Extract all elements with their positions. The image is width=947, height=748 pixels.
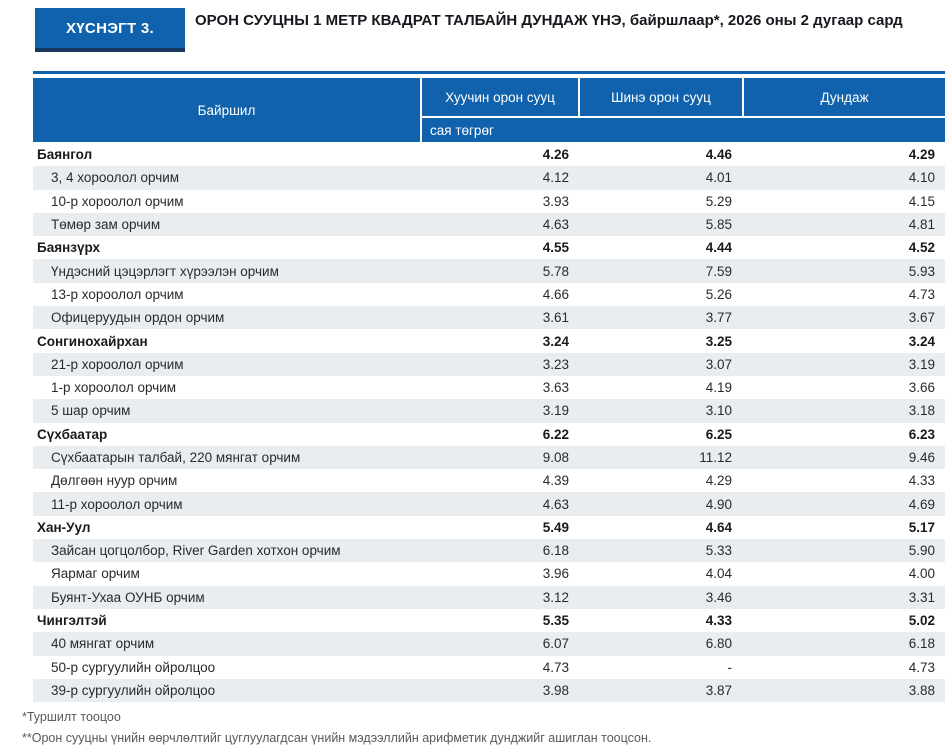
average-price-value: 4.29 (908, 147, 935, 163)
price-table (33, 71, 945, 702)
location-label: 40 мянгат орчим (51, 636, 155, 652)
location-label: 11-р хороолол орчим (51, 496, 183, 512)
old-housing-price-value: 4.55 (542, 240, 569, 256)
average-price-value: 6.23 (908, 426, 935, 442)
average-price-value: 3.19 (908, 356, 935, 372)
average-price-value: 3.88 (908, 682, 935, 698)
new-housing-price-value: 3.77 (705, 310, 732, 326)
average-price-value: 4.73 (908, 286, 935, 302)
old-housing-price-value: 5.78 (542, 263, 569, 279)
old-housing-price-value: 6.22 (542, 426, 569, 442)
old-housing-price-value: 4.12 (542, 170, 569, 186)
table-number-label: ХҮСНЭГТ 3. (65, 19, 155, 37)
table-row (33, 539, 945, 562)
location-label: Баянзүрх (37, 240, 101, 256)
location-label: Хан-Уул (37, 519, 91, 535)
old-housing-price-value: 4.39 (542, 473, 569, 489)
old-housing-price-value: 3.24 (542, 333, 569, 349)
old-housing-price-value: 6.18 (542, 543, 569, 559)
new-housing-price-value: 5.33 (705, 543, 732, 559)
old-housing-price-value: 3.12 (542, 589, 569, 605)
footnotes (22, 707, 947, 748)
table-row (33, 190, 945, 213)
new-housing-price-value: 3.87 (705, 682, 732, 698)
average-price-value: 4.81 (908, 217, 935, 233)
column-header-location: Байршил (33, 78, 420, 142)
new-housing-price-value: 4.19 (705, 380, 732, 396)
average-price-value: 4.52 (908, 240, 935, 256)
table-row (33, 423, 945, 446)
table-row (33, 259, 945, 282)
average-price-value: 6.18 (908, 636, 935, 652)
table-body (33, 143, 945, 702)
table-row (33, 353, 945, 376)
location-label: Сүхбаатар (37, 426, 108, 442)
new-housing-price-value: 4.01 (705, 170, 732, 186)
average-price-value: 5.02 (908, 613, 935, 629)
average-price-value: 3.67 (908, 310, 935, 326)
new-housing-price-value: 4.64 (705, 519, 732, 535)
average-price-value: 5.17 (908, 519, 935, 535)
old-housing-price-value: 3.61 (542, 310, 569, 326)
table-number-badge (35, 8, 185, 52)
table-row (33, 469, 945, 492)
new-housing-price-value: 5.29 (705, 193, 732, 209)
average-price-value: 4.15 (908, 193, 935, 209)
table-row (33, 399, 945, 422)
old-housing-price-value: 5.49 (542, 519, 569, 535)
average-price-value: 3.66 (908, 380, 935, 396)
average-price-value: 3.24 (908, 333, 935, 349)
average-price-value: 4.69 (908, 496, 935, 512)
old-housing-price-value: 4.66 (542, 286, 569, 302)
table-row (33, 656, 945, 679)
table-header (33, 78, 945, 142)
old-housing-price-value: 6.07 (542, 636, 569, 652)
table-row (33, 492, 945, 515)
old-housing-price-value: 9.08 (542, 450, 569, 465)
old-housing-price-value: 3.98 (542, 682, 569, 698)
average-price-value: 4.73 (908, 659, 935, 675)
location-label: 3, 4 хороолол орчим (51, 170, 180, 186)
column-header-average: Дундаж (744, 78, 945, 116)
location-label: Офицеруудын ордон орчим (51, 310, 225, 326)
new-housing-price-value: 4.29 (705, 473, 732, 489)
old-housing-price-value: 3.93 (542, 193, 569, 209)
location-label: Чингэлтэй (37, 613, 107, 629)
table-row (33, 516, 945, 539)
new-housing-price-value: 3.07 (705, 356, 732, 372)
old-housing-price-value: 3.19 (542, 403, 569, 419)
location-label: 1-р хороолол орчим (51, 380, 177, 396)
table-row (33, 562, 945, 585)
new-housing-price-value: 11.12 (699, 450, 732, 465)
table-row (33, 166, 945, 189)
unit-row-label: сая төгрөг (422, 118, 945, 142)
table-top-border (33, 71, 945, 74)
location-label: Сүхбаатарын талбай, 220 мянгат орчим (51, 450, 301, 465)
table-row (33, 236, 945, 259)
table-row (33, 213, 945, 236)
location-label: Буянт-Ухаа ОУНБ орчим (51, 589, 205, 605)
table-row (33, 329, 945, 352)
location-label: Сонгинохайрхан (37, 333, 148, 349)
new-housing-price-value: 4.46 (705, 147, 732, 163)
old-housing-price-value: 4.63 (542, 496, 569, 512)
old-housing-price-value: 3.96 (542, 566, 569, 582)
new-housing-price-value: 5.26 (705, 286, 732, 302)
average-price-value: 4.10 (908, 170, 935, 186)
table-row (33, 446, 945, 469)
average-price-value: 4.00 (908, 566, 935, 582)
page-title: ОРОН СУУЦНЫ 1 МЕТР КВАДРАТ ТАЛБАЙН ДУНДАЖ ҮНЭ, байршлаар*, 2026 оны 2 дугаар сард (195, 12, 903, 29)
table-row (33, 586, 945, 609)
old-housing-price-value: 5.35 (542, 613, 569, 629)
new-housing-price-value: 4.90 (705, 496, 732, 512)
new-housing-price-value: 7.59 (705, 263, 732, 279)
average-price-value: 4.33 (908, 473, 935, 489)
new-housing-price-value: 3.10 (705, 403, 732, 419)
location-label: 39-р сургуулийн ойролцоо (51, 682, 216, 698)
location-label: Төмөр зам орчим (51, 217, 161, 233)
old-housing-price-value: 4.73 (542, 659, 569, 675)
old-housing-price-value: 4.63 (542, 217, 569, 233)
new-housing-price-value: 4.44 (705, 240, 732, 256)
location-label: Зайсан цогцолбор, River Garden хотхон орчим (51, 543, 341, 559)
footnote-trial-calculation: *Туршилт тооцоо (22, 710, 121, 725)
title-block (0, 0, 947, 52)
new-housing-price-value: - (727, 659, 732, 675)
location-label: 21-р хороолол орчим (51, 356, 184, 372)
location-label: Баянгол (37, 147, 93, 163)
location-label: 50-р сургуулийн ойролцоо (51, 659, 216, 675)
table-row (33, 143, 945, 166)
new-housing-price-value: 4.04 (705, 566, 732, 582)
location-label: 13-р хороолол орчим (51, 286, 184, 302)
footnote-methodology: **Орон сууцны үнийн өөрчлөлтийг цуглуулагдсан үнийн мэдээллийн арифметик дунджийг ашиглан тооцсон. (22, 731, 652, 746)
new-housing-price-value: 6.25 (705, 426, 732, 442)
location-label: Дөлгөөн нуур орчим (51, 473, 178, 489)
table-row (33, 283, 945, 306)
location-label: 10-р хороолол орчим (51, 193, 184, 209)
location-label: Үндэсний цэцэрлэгт хүрээлэн орчим (51, 263, 279, 279)
location-label: 5 шар орчим (51, 403, 131, 419)
old-housing-price-value: 3.63 (542, 380, 569, 396)
new-housing-price-value: 6.80 (705, 636, 732, 652)
table-row (33, 376, 945, 399)
new-housing-price-value: 4.33 (705, 613, 732, 629)
average-price-value: 9.46 (908, 450, 935, 465)
average-price-value: 3.18 (908, 403, 935, 419)
new-housing-price-value: 3.25 (705, 333, 732, 349)
column-header-new-housing: Шинэ орон сууц (580, 78, 742, 116)
average-price-value: 5.90 (908, 543, 935, 559)
location-label: Яармаг орчим (51, 566, 140, 582)
average-price-value: 5.93 (908, 263, 935, 279)
average-price-value: 3.31 (908, 589, 935, 605)
column-header-old-housing: Хуучин орон сууц (422, 78, 578, 116)
old-housing-price-value: 3.23 (542, 356, 569, 372)
table-row (33, 306, 945, 329)
new-housing-price-value: 3.46 (705, 589, 732, 605)
table-row (33, 632, 945, 655)
table-row (33, 609, 945, 632)
old-housing-price-value: 4.26 (542, 147, 569, 163)
table-row (33, 679, 945, 702)
new-housing-price-value: 5.85 (705, 217, 732, 233)
